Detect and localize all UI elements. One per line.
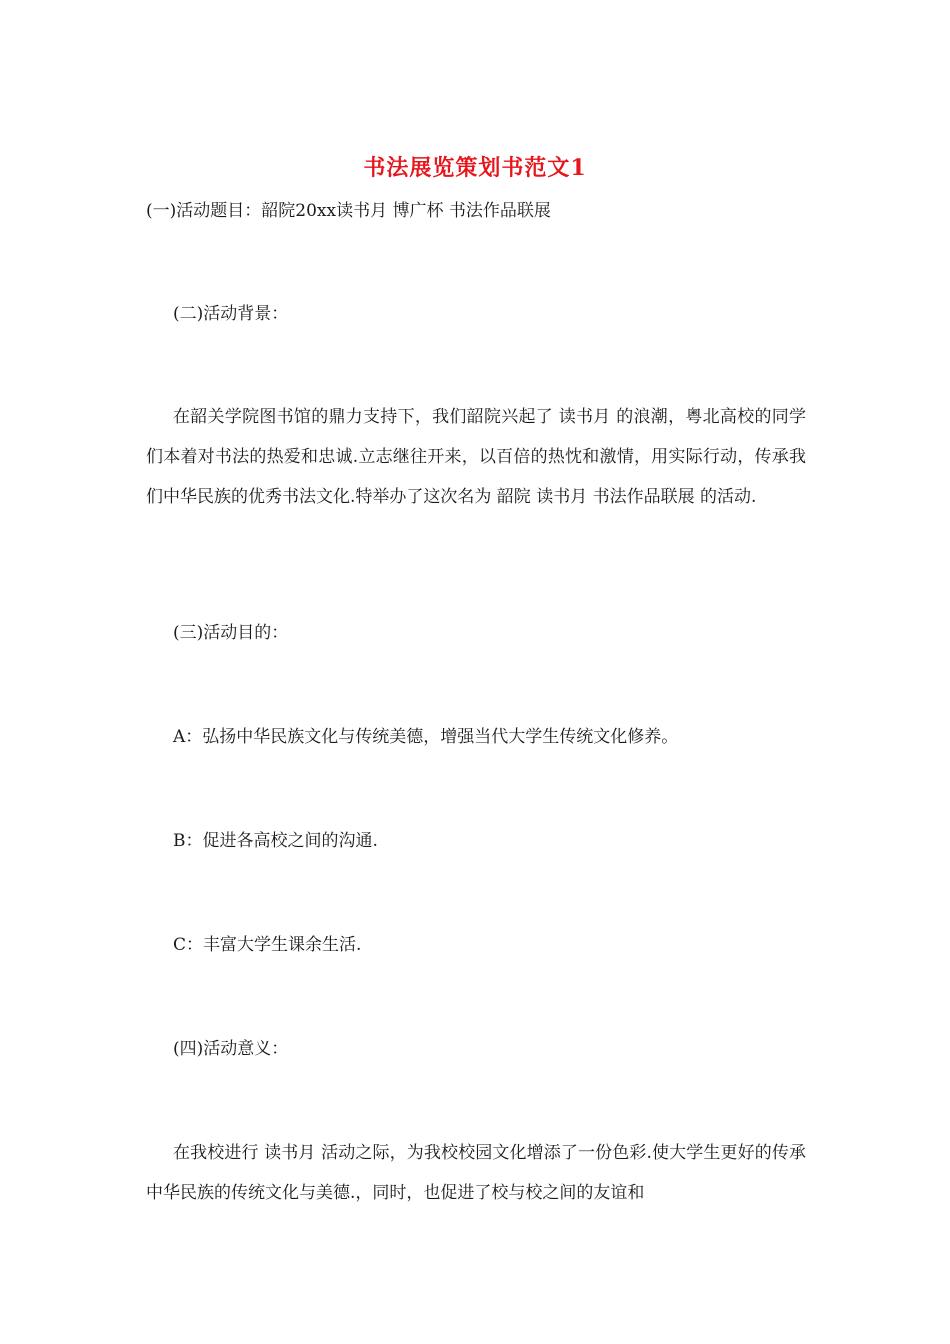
purpose-item-b: B：促进各高校之间的沟通. (173, 831, 378, 851)
document-title: 书法展览策划书范文1 (363, 155, 587, 181)
significance-paragraph: 在我校进行 读书月 活动之际，为我校校园文化增添了一份色彩.使大学生更好的传承中华民族的传统文化与美德.，同时，也促进了校与校之间的友谊和 (146, 1143, 806, 1203)
purpose-item-a: A：弘扬中华民族文化与传统美德，增强当代大学生传统文化修养。 (173, 727, 679, 747)
background-heading: (二)活动背景： (173, 304, 289, 324)
background-paragraph: 在韶关学院图书馆的鼎力支持下，我们韶院兴起了 读书月 的浪潮，粤北高校的同学们本着对书法的热爱和忠诚.立志继往开来，以百倍的热忱和激情，用实际行动，传承我们中华民族的优秀书法文化.特举办了这次名为 韶院 读书月 书法作品联展 的活动. (146, 407, 806, 507)
significance-heading: (四)活动意义： (173, 1039, 289, 1059)
activity-topic-line: (一)活动题目：韶院20xx读书月 博广杯 书法作品联展 (146, 201, 551, 221)
purpose-item-c: C：丰富大学生课余生活. (173, 935, 362, 955)
purpose-heading: (三)活动目的： (173, 623, 289, 643)
